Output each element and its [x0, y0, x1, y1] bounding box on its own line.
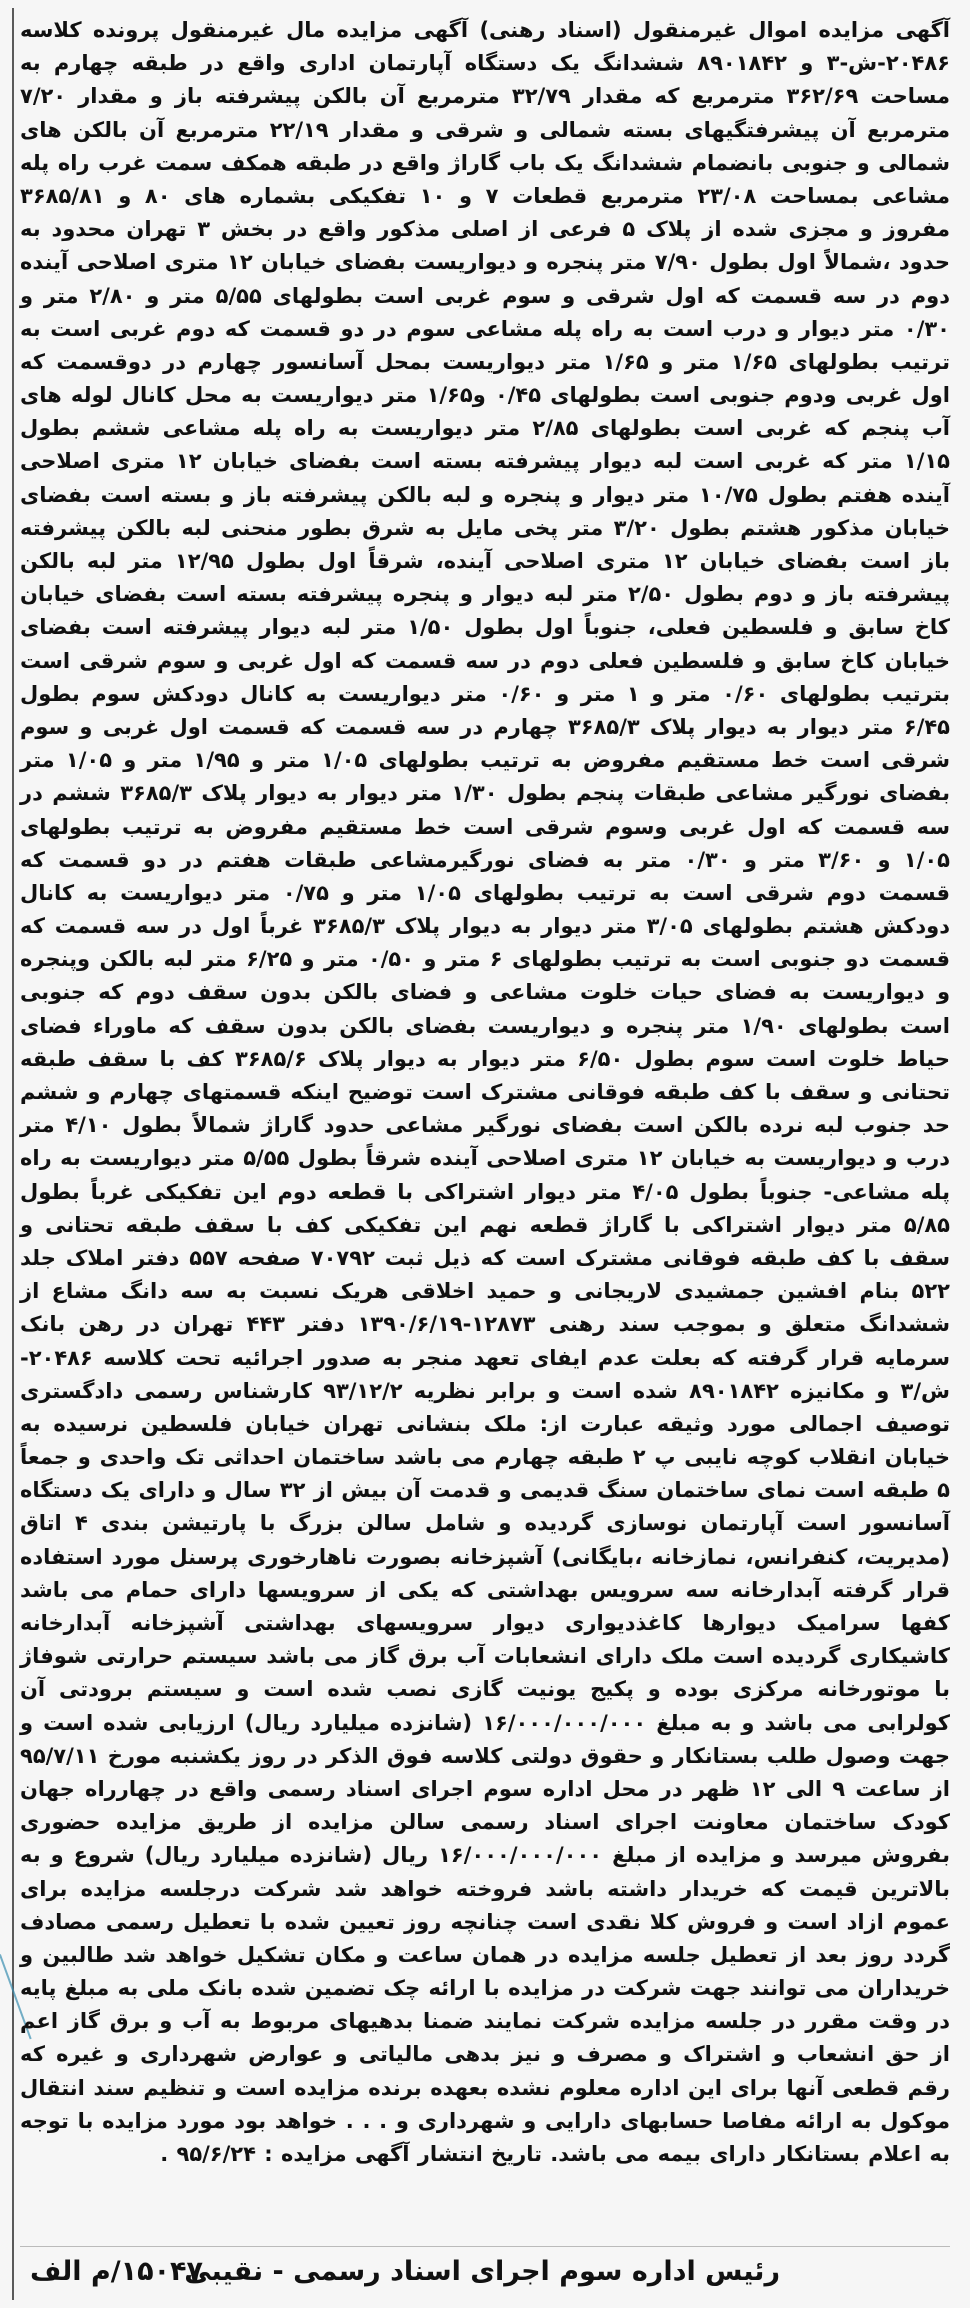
notice-footer	[20, 2250, 950, 2294]
signer-title: رئیس اداره سوم اجرای اسناد رسمی - نقیبی	[184, 2256, 780, 2287]
notice-code: ۱۵۰۴۷/م الف	[30, 2256, 204, 2287]
footer-divider	[20, 2246, 950, 2247]
auction-notice-text: آگهی مزایده اموال غیرمنقول (اسناد رهنی) آگهی مزایده مال غیرمنقول پرونده کلاسه ۲۰۴۸۶-ش-۳ و ۸۹۰۱۸۴۲ ششدانگ یک دستگاه آپارتمان اداری واقع در طبقه چهارم به مساحت ۳۶۲/۶۹ مترمربع که مقدار ۳۲/۷۹ مترمربع آن بالکن پیشرفته باز و مقدار ۷/۲۰ مترمربع آن پیشرفتگیهای بسته شمالی و شرقی و مقدار ۲۲/۱۹ مترمربع آن بالکن های شمالی و جنوبی بانضمام ششدانگ یک باب گاراژ واقع در طبقه همکف سمت غرب راه پله مشاعی بمساحت ۲۳/۰۸ مترمربع قطعات ۷ و ۱۰ تفکیکی بشماره های ۸۰ و ۳۶۸۵/۸۱ مفروز و مجزی شده از پلاک ۵ فرعی از اصلی مذکور واقع در بخش ۳ تهران محدود به حدود ،شمالاً اول بطول ۷/۹۰ متر پنجره و دیواریست بفضای خیابان ۱۲ متری اصلاحی آینده دوم در سه قسمت که اول شرقی و سوم غربی است بطولهای ۵/۵۵ متر و ۲/۸۰ متر و ۰/۳۰ متر دیوار و درب است به راه پله مشاعی سوم در دو قسمت که دوم غربی است به ترتیب بطولهای ۱/۶۵ متر و ۱/۶۵ متر دیواریست بمحل آسانسور چهارم در دوقسمت که اول غربی ودوم جنوبی است بطولهای ۰/۴۵ و۱/۶۵ متر دیواریست به محل کانال لوله های آب پنجم که غربی است بطولهای ۲/۸۵ متر دیواریست به راه پله مشاعی ششم بطول ۱/۱۵ متر که غربی است لبه دیوار پیشرفته بسته است بفضای خیابان ۱۲ متری اصلاحی آینده هفتم بطول ۱۰/۷۵ متر دیوار و پنجره و لبه بالکن پیشرفته باز و بسته است بفضای خیابان مذکور هشتم بطول ۳/۲۰ متر پخی مایل به شرق بطور منحنی لبه بالکن پیشرفته باز است بفضای خیابان ۱۲ متری اصلاحی آینده، شرقاً اول بطول ۱۲/۹۵ متر لبه بالکن پیشرفته باز و دوم بطول ۲/۵۰ متر لبه دیوار و پنجره پیشرفته بسته است بفضای خیابان کاخ سابق و فلسطین فعلی، جنوباً اول بطول ۱/۵۰ متر لبه دیوار پیشرفته است بفضای خیابان کاخ سابق و فلسطین فعلی دوم در سه قسمت که اول غربی و سوم شرقی است بترتیب بطولهای ۰/۶۰ متر و ۱ متر و ۰/۶۰ متر دیواریست به کانال دودکش سوم بطول ۶/۴۵ متر دیوار به دیوار پلاک ۳۶۸۵/۳ چهارم در سه قسمت که قسمت اول غربی و سوم شرقی است خط مستقیم مفروض به ترتیب بطولهای ۱/۰۵ متر و ۱/۹۵ متر و ۱/۰۵ متر بفضای نورگیر مشاعی طبقات پنجم بطول ۱/۳۰ متر دیوار به دیوار پلاک ۳۶۸۵/۳ ششم در سه قسمت که اول غربی وسوم شرقی است خط مستقیم مفروض به ترتیب بطولهای ۱/۰۵ و ۳/۶۰ متر و ۰/۳۰ متر به فضای نورگیرمشاعی طبقات هفتم در دو قسمت که قسمت دوم شرقی است به ترتیب بطولهای ۱/۰۵ متر و ۰/۷۵ متر دیواریست به کانال دودکش هشتم بطولهای ۳/۰۵ متر دیوار به دیوار پلاک ۳۶۸۵/۳ غرباً اول در سه قسمت که قسمت دو جنوبی است به ترتیب بطولهای ۶ متر و ۰/۵۰ متر و ۶/۲۵ متر لبه بالکن وپنجره و دیواریست به فضای حیات خلوت مشاعی و فضای بالکن بدون سقف دوم که جنوبی است بطولهای ۱/۹۰ متر پنجره و دیواریست بفضای بالکن بدون سقف که ماوراء فضای حیاط خلوت است سوم بطول ۶/۵۰ متر دیوار به دیوار پلاک ۳۶۸۵/۶ کف با سقف طبقه تحتانی و سقف با کف طبقه فوقانی مشترک است توضیح اینکه قسمتهای چهارم و ششم حد جنوب لبه نرده بالکن است بفضای نورگیر مشاعی حدود گاراژ شمالاً بطول ۴/۱۰ متر درب و دیواریست به خیابان ۱۲ متری اصلاحی آینده شرقاً بطول ۵/۵۵ متر دیواریست به راه پله مشاعی- جنوباً بطول ۴/۰۵ متر دیوار اشتراکی با قطعه دوم این تفکیکی غرباً بطول ۵/۸۵ متر دیوار اشتراکی با گاراژ قطعه نهم این تفکیکی کف با سقف طبقه تحتانی و سقف با کف طبقه فوقانی مشترک است که ذیل ثبت ۷۰۷۹۲ صفحه ۵۵۷ دفتر املاک جلد ۵۲۲ بنام افشین جمشیدی لاریجانی و حمید اخلاقی هریک نسبت به سه دانگ مشاع از ششدانگ متعلق و بموجب سند رهنی ۱۲۸۷۳-۱۳۹۰/۶/۱۹ دفتر ۴۴۳ تهران در رهن بانک سرمایه قرار گرفته که بعلت عدم ایفای تعهد منجر به صدور اجرائیه تحت کلاسه ۲۰۴۸۶-ش/۳ و مکانیزه ۸۹۰۱۸۴۲ شده است و برابر نظریه ۹۳/۱۲/۲ کارشناس رسمی دادگستری توصیف اجمالی مورد وثیقه عبارت از: ملک بنشانی تهران خیابان فلسطین نرسیده به خیابان انقلاب کوچه نایبی پ ۲ طبقه چهارم می باشد ساختمان احداثی تک واحدی و جمعاً ۵ طبقه است نمای ساختمان سنگ قدیمی و قدمت آن بیش از ۳۲ سال و دارای یک دستگاه آسانسور است آپارتمان نوسازی گردیده و شامل سالن بزرگ با پارتیشن بندی ۴ اتاق (مدیریت، کنفرانس، نمازخانه ،بایگانی) آشپزخانه بصورت ناهارخوری پرسنل مورد استفاده قرار گرفته آبدارخانه سه سرویس بهداشتی که یکی از سرویسها دارای حمام می باشد کفها سرامیک دیوارها کاغذدیواری دیوار سرویسهای بهداشتی آشپزخانه آبدارخانه کاشیکاری گردیده است ملک دارای انشعابات آب برق گاز می باشد سیستم حرارتی شوفاژ با موتورخانه مرکزی بوده و پکیج یونیت گازی نصب شده است و سیستم برودتی آن کولرابی می باشد و به مبلغ ۱۶/۰۰۰/۰۰۰/۰۰۰ (شانزده میلیارد ریال) ارزیابی شده است و جهت وصول طلب بستانکار و حقوق دولتی کلاسه فوق الذکر در روز یکشنبه مورخ ۹۵/۷/۱۱ از ساعت ۹ الی ۱۲ ظهر در محل اداره سوم اجرای اسناد رسمی واقع در چهارراه جهان کودک ساختمان معاونت اجرای اسناد رسمی سالن مزایده از طریق مزایده حضوری بفروش میرسد و مزایده از مبلغ ۱۶/۰۰۰/۰۰۰/۰۰۰ ریال (شانزده میلیارد ریال) شروع و به بالاترین قیمت که خریدار داشته باشد فروخته خواهد شد شرکت درجلسه مزایده برای عموم ازاد است و فروش کلا نقدی است چنانچه روز تعیین شده با تعطیل رسمی مصادف گردد روز بعد از تعطیل جلسه مزایده در همان ساعت و مکان تشکیل خواهد شد طالبین و خریداران می توانند جهت شرکت در مزایده با ارائه چک تضمین شده بانک ملی به مبلغ پایه در وقت مقرر در جلسه مزایده شرکت نمایند ضمنا بدهیهای مربوط به آب و برق گاز اعم از حق انشعاب و اشتراک و مصرف و نیز بدهی مالیاتی و عوارض شهرداری و غیره که رقم قطعی آنها برای این اداره معلوم نشده بعهده برنده مزایده است و تنظیم سند انتقال موکول به ارائه مفاصا حسابهای دارایی و شهرداری و . . . خواهد بود مورد مزایده با توجه به اعلام بستانکار دارای بیمه می باشد. تاریخ انتشار آگهی مزایده : ۹۵/۶/۲۴ .	[19, 18, 951, 2166]
